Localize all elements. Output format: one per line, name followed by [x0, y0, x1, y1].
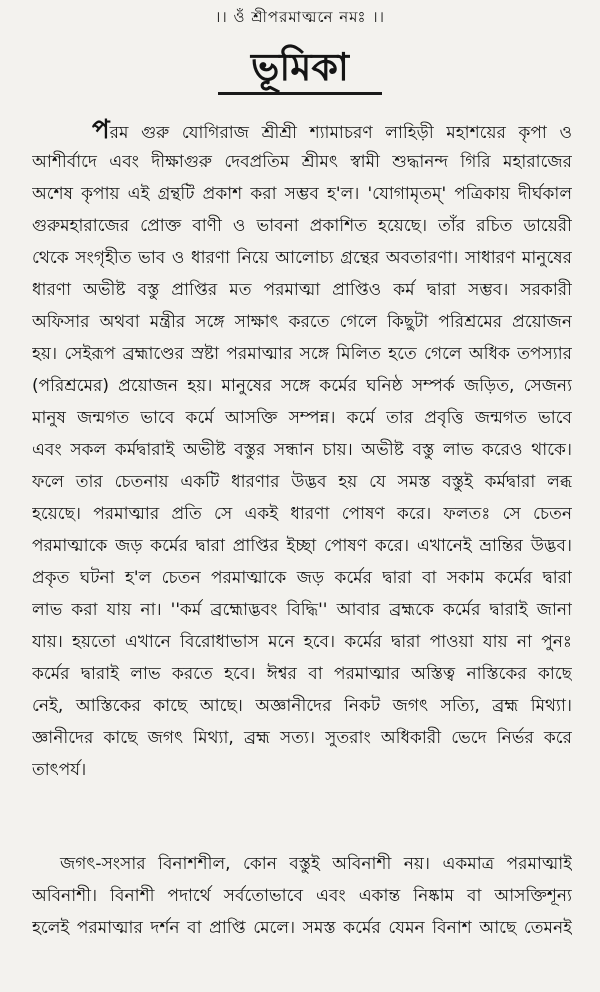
paragraph-line: কর্মের দ্বারাই লাভ করতে হবে। ঈশ্বর বা পরমাত্মার অস্তিত্ব নাস্তিকের কাছে — [32, 664, 572, 684]
title-underline — [218, 92, 382, 95]
drop-cap: প — [92, 115, 110, 145]
paragraph-line: থেকে সংগৃহীত ভাব ও ধারণা নিয়ে আলোচ্য গ্রন্থের অবতারণা। সাধারণ মানুষের — [32, 248, 572, 268]
paragraph-line: অশেষ কৃপায় এই গ্রন্থটি প্রকাশ করা সম্ভব হ'ল। 'যোগামৃতম্' পত্রিকায় দীর্ঘকাল — [32, 184, 572, 204]
invocation-line: ।। ওঁ শ্রীপরমাত্মনে নমঃ ।। — [215, 8, 385, 26]
paragraph-line: অবিনাশী। বিনাশী পদার্থে সর্বতোভাবে এবং একান্ত নিষ্কাম বা আসক্তিশূন্য — [32, 886, 572, 906]
paragraph-line: ধারণা অভীষ্ট বস্তু প্রাপ্তির মত পরমাত্মা প্রাপ্তিও কর্ম দ্বারা সম্ভব। সরকারী — [32, 280, 572, 300]
paragraph-line: গুরুমহারাজের প্রোক্ত বাণী ও ভাবনা প্রকাশিত হয়েছে। তাঁর রচিত ডায়েরী — [32, 216, 572, 236]
paragraph-line: তাৎপর্য। — [32, 760, 87, 780]
paragraph-line: (পরিশ্রমের) প্রয়োজন হয়। মানুষের সঙ্গে কর্মের ঘনিষ্ঠ সম্পর্ক জড়িত, সেজন্য — [32, 376, 572, 396]
paragraph-line: এবং সকল কর্মদ্বারাই অভীষ্ট বস্তুর সন্ধান চায়। অভীষ্ট বস্তু লাভ করেও থাকে। — [32, 440, 572, 460]
paragraph-line: পরম গুরু যোগিরাজ শ্রীশ্রী শ্যামাচরণ লাহিড়ী মহাশয়ের কৃপা ও — [92, 115, 572, 145]
paragraph-line: পরমাত্মাকে জড় কর্মের দ্বারা প্রাপ্তির ইচ্ছা পোষণ করে। এখানেই ভ্রান্তির উদ্ভব। — [32, 536, 572, 556]
paragraph-line: জ্ঞানীদের কাছে জগৎ মিথ্যা, ব্রহ্ম সত্য। সুতরাং অধিকারী ভেদে নির্ভর করে — [32, 728, 572, 748]
paragraph-line: নেই, আস্তিকের কাছে আছে। অজ্ঞানীদের নিকট জগৎ সত্যি, ব্রহ্ম মিথ্যা। — [32, 696, 572, 716]
paragraph-line: যায়। হয়তো এখানে বিরোধাভাস মনে হবে। কর্মের দ্বারা পাওয়া যায় না পুনঃ — [32, 632, 572, 652]
page-title: ভূমিকা — [251, 45, 349, 89]
paragraph-line: ফলে তার চেতনায় একটি ধারণার উদ্ভব হয় যে সমস্ত বস্তুই কর্মদ্বারা লব্ধ — [32, 472, 572, 492]
paragraph-line: হয়। সেইরূপ ব্রহ্মাণ্ডের স্রষ্টা পরমাত্মার সঙ্গে মিলিত হতে গেলে অধিক তপস্যার — [32, 344, 572, 364]
paragraph-line: প্রকৃত ঘটনা হ'ল চেতন পরমাত্মাকে জড় কর্মের দ্বারা বা সকাম কর্মের দ্বারা — [32, 568, 572, 588]
paragraph-2 — [32, 848, 572, 944]
paragraph-line: অফিসার অথবা মন্ত্রীর সঙ্গে সাক্ষাৎ করতে গেলে কিছুটা পরিশ্রমের প্রয়োজন — [32, 312, 572, 332]
paragraph-line: মানুষ জন্মগত ভাবে কর্মে আসক্তি সম্পন্ন। কর্মে তার প্রবৃত্তি জন্মগত ভাবে — [32, 408, 572, 428]
paragraph-line: হলেই পরমাত্মার দর্শন বা প্রাপ্তি মেলে। সমস্ত কর্মের যেমন বিনাশ আছে তেমনই — [32, 918, 572, 938]
paragraph-1 — [32, 114, 572, 786]
paragraph-line: লাভ করা যায় না। ''কর্ম ব্রহ্মোদ্ভবং বিদ্ধি'' আবার ব্রহ্মকে কর্মের দ্বারাই জানা — [32, 600, 572, 620]
paragraph-line: আশীর্বাদে এবং দীক্ষাগুরু দেবপ্রতিম শ্রীমৎ স্বামী শুদ্ধানন্দ গিরি মহারাজের — [32, 152, 572, 172]
paragraph-line: হয়েছে। পরমাত্মার প্রতি সে একই ধারণা পোষণ করে। ফলতঃ সে চেতন — [32, 504, 572, 524]
paragraph-line: জগৎ-সংসার বিনাশশীল, কোন বস্তুই অবিনাশী নয়। একমাত্র পরমাত্মাই — [60, 854, 572, 874]
